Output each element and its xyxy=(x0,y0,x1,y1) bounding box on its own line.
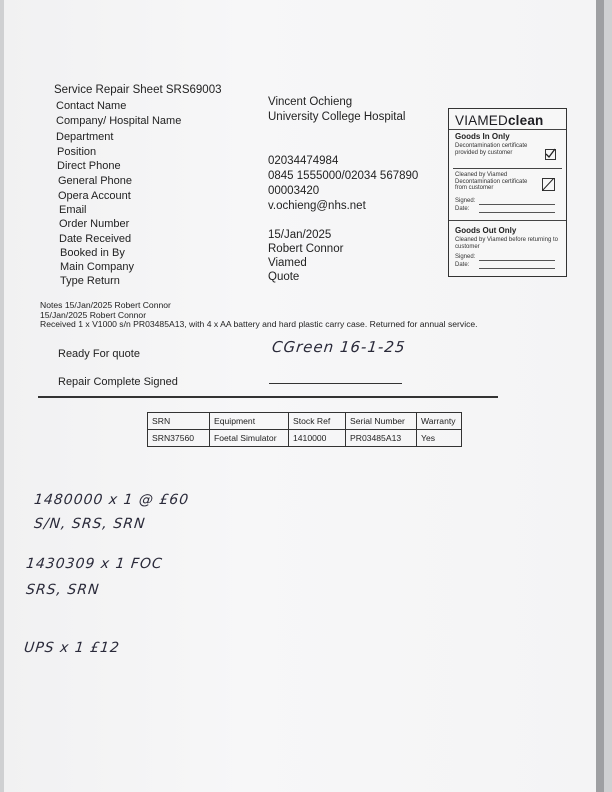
handwritten-line-5: UPS x 1 £12 xyxy=(23,640,121,656)
goods-out-text: Cleaned by Viamed before returning to customer xyxy=(455,237,558,250)
page-edge-shadow xyxy=(596,0,604,792)
box-divider xyxy=(449,129,566,130)
field-value-email: v.ochieng@nhs.net xyxy=(268,200,366,212)
header-stock-ref: Stock Ref xyxy=(289,413,346,430)
notes-line-1: Notes 15/Jan/2025 Robert Connor xyxy=(40,300,171,310)
goods-in-heading: Goods In Only xyxy=(455,132,510,141)
table-header-row xyxy=(148,413,462,430)
logo-brand-bold: clean xyxy=(507,113,544,128)
field-label-type-return: Type Return xyxy=(60,275,120,287)
handwritten-line-4: SRS, SRN xyxy=(25,582,101,598)
field-label-company: Company/ Hospital Name xyxy=(56,115,182,127)
ready-signature: CGreen 16-1-25 xyxy=(271,338,407,356)
field-label-main-company: Main Company xyxy=(60,261,134,273)
cell-serial-number: PR03485A13 xyxy=(346,430,417,447)
signed-label: Signed: xyxy=(455,198,476,204)
table-row xyxy=(148,430,462,447)
repair-sheet xyxy=(4,0,604,792)
field-value-direct-phone: 02034474984 xyxy=(268,155,339,167)
field-value-company: University College Hospital xyxy=(268,111,406,123)
cell-equipment: Foetal Simulator xyxy=(210,430,289,447)
field-value-date-received: 15/Jan/2025 xyxy=(268,229,332,241)
field-value-main-company: Viamed xyxy=(268,257,307,269)
field-value-type-return: Quote xyxy=(268,271,300,283)
signed-line xyxy=(479,204,555,205)
header-srn: SRN xyxy=(148,413,210,430)
decon-text: Decontamination certificate provided by customer xyxy=(455,143,528,156)
field-label-booked-in-by: Booked in By xyxy=(60,247,125,259)
field-label-order-number: Order Number xyxy=(59,218,130,230)
box-divider xyxy=(449,220,566,221)
handwritten-line-2: S/N, SRS, SRN xyxy=(33,516,147,532)
equipment-table xyxy=(147,412,462,447)
date-label-2: Date: xyxy=(455,262,470,268)
field-value-contact-name: Vincent Ochieng xyxy=(268,96,353,108)
notes-line-2: 15/Jan/2025 Robert Connor xyxy=(40,310,147,320)
signed-line-2 xyxy=(479,260,555,261)
cell-srn: SRN37560 xyxy=(148,430,210,447)
signed-label-2: Signed: xyxy=(455,254,476,260)
field-value-general-phone: 0845 1555000/02034 567890 xyxy=(268,170,419,182)
goods-out-heading: Goods Out Only xyxy=(455,226,517,235)
field-label-opera-account: Opera Account xyxy=(58,190,131,202)
cell-warranty: Yes xyxy=(417,430,462,447)
header-equipment: Equipment xyxy=(210,413,289,430)
header-warranty: Warranty xyxy=(417,413,462,430)
field-label-contact-name: Contact Name xyxy=(56,100,127,112)
date-line-2 xyxy=(479,268,555,269)
cleaned-checkbox[interactable] xyxy=(542,178,555,191)
slash-mark-icon xyxy=(542,178,555,191)
field-value-opera-account: 00003420 xyxy=(268,185,320,197)
notes-line-3: Received 1 x V1000 s/n PR03485A13, with 4 x AA battery and hard plastic carry case. Returned for annual service. xyxy=(40,319,478,329)
field-label-date-received: Date Received xyxy=(59,233,132,245)
cell-stock-ref: 1410000 xyxy=(289,430,346,447)
viamed-clean-box xyxy=(448,108,567,277)
field-label-position: Position xyxy=(57,146,97,158)
header-serial-number: Serial Number xyxy=(346,413,417,430)
field-label-email: Email xyxy=(59,204,87,216)
sheet-title: Service Repair Sheet SRS69003 xyxy=(54,84,222,96)
repair-complete-signature-line xyxy=(269,383,402,384)
date-line xyxy=(479,212,555,213)
decon-checkbox[interactable] xyxy=(545,149,556,160)
handwritten-line-1: 1480000 x 1 @ £60 xyxy=(33,492,190,508)
box-divider xyxy=(453,168,562,169)
date-label: Date: xyxy=(455,206,470,212)
section-divider xyxy=(38,396,498,398)
logo-brand-light: VIAMED xyxy=(455,113,508,128)
field-label-direct-phone: Direct Phone xyxy=(57,160,121,172)
check-mark-icon xyxy=(545,148,556,159)
repair-complete-label: Repair Complete Signed xyxy=(58,376,178,388)
field-value-booked-in-by: Robert Connor xyxy=(268,243,344,255)
viamed-clean-logo xyxy=(455,113,544,128)
field-label-department: Department xyxy=(56,131,114,143)
ready-for-quote-label: Ready For quote xyxy=(58,348,140,360)
field-label-general-phone: General Phone xyxy=(58,175,132,187)
cleaned-text: Cleaned by Viamed Decontamination certificate from customer xyxy=(455,172,528,191)
handwritten-line-3: 1430309 x 1 FOC xyxy=(25,556,164,572)
